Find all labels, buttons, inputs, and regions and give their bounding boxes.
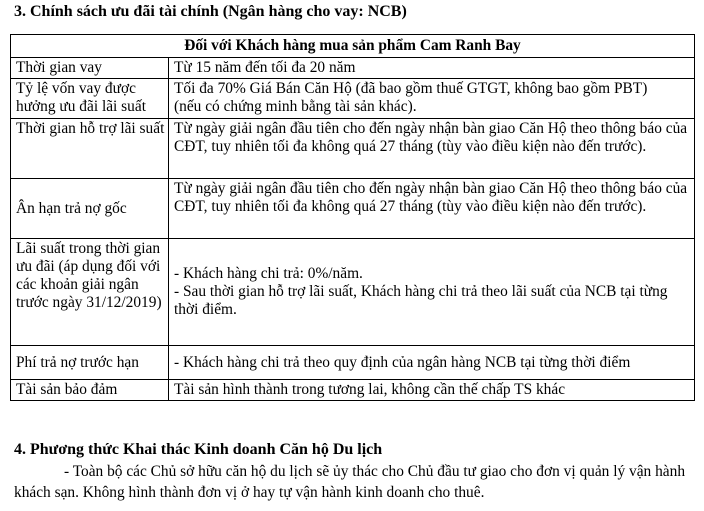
row-value-line: (nếu có chứng minh bằng tài sản khác). bbox=[174, 98, 417, 115]
row-label: Thời gian hỗ trợ lãi suất bbox=[11, 119, 169, 179]
row-value bbox=[169, 119, 695, 179]
row-value-line: Từ ngày giải ngân đầu tiên cho đến ngày nhận bàn giao Căn Hộ theo thông báo của CĐT, tuy nhiên tối đa không quá 27 tháng (tùy vào điều kiện nào đến trước). bbox=[174, 120, 688, 155]
row-value-line: Tài sản hình thành trong tương lai, không cần thế chấp TS khác bbox=[174, 381, 566, 398]
row-value bbox=[169, 346, 695, 380]
table-row bbox=[11, 79, 695, 119]
row-value bbox=[169, 179, 695, 239]
section-4-paragraph: - Toàn bộ các Chủ sở hữu căn hộ du lịch sẽ ủy thác cho Chủ đầu tư giao cho đơn vị quản lý vận hành khách sạn. Không hình thành đơn vị ở hay tự vận hành kinh doanh cho thuê. bbox=[14, 463, 686, 501]
table-header: Đối với Khách hàng mua sản phẩm Cam Ranh Bay bbox=[11, 35, 695, 58]
row-label: Lãi suất trong thời gian ưu đãi (áp dụng đối với các khoản giải ngân trước ngày 31/12/2019) bbox=[11, 239, 169, 346]
table-header-row bbox=[11, 35, 695, 58]
row-value-line: Từ 15 năm đến tối đa 20 năm bbox=[174, 59, 356, 76]
row-value-line: - Sau thời gian hỗ trợ lãi suất, Khách hàng chi trả theo lãi suất của NCB tại từng thời điểm. bbox=[174, 283, 668, 318]
row-value-line: - Khách hàng chi trả theo quy định của ngân hàng NCB tại từng thời điểm bbox=[174, 353, 631, 371]
table-row bbox=[11, 346, 695, 380]
row-value-line: - Khách hàng chi trả: 0%/năm. bbox=[174, 265, 363, 282]
row-value-line: Từ ngày giải ngân đầu tiên cho đến ngày nhận bàn giao Căn Hộ theo thông báo của CĐT, tuy nhiên tối đa không quá 27 tháng (tùy vào điều kiện nào đến trước). bbox=[174, 180, 688, 215]
section-4-heading: 4. Phương thức Khai thác Kinh doanh Căn hộ Du lịch bbox=[14, 441, 383, 458]
row-label: Tài sản bảo đảm bbox=[11, 380, 169, 401]
row-label: Thời gian vay bbox=[11, 58, 169, 79]
row-value bbox=[169, 58, 695, 79]
financial-policy-table bbox=[10, 34, 695, 401]
row-value bbox=[169, 239, 695, 346]
row-value bbox=[169, 79, 695, 119]
table-row bbox=[11, 380, 695, 401]
row-value bbox=[169, 380, 695, 401]
table-row bbox=[11, 58, 695, 79]
table-row bbox=[11, 119, 695, 179]
row-label: Phí trả nợ trước hạn bbox=[11, 346, 169, 380]
table-row bbox=[11, 239, 695, 346]
row-value-line: Tối đa 70% Giá Bán Căn Hộ (đã bao gồm thuế GTGT, không bao gồm PBT) bbox=[174, 80, 648, 97]
table-row bbox=[11, 179, 695, 239]
section-3-heading: 3. Chính sách ưu đãi tài chính (Ngân hàng cho vay: NCB) bbox=[14, 3, 407, 20]
row-label: Tỷ lệ vốn vay được hưởng ưu đãi lãi suất bbox=[11, 79, 169, 119]
row-label: Ân hạn trả nợ gốc bbox=[11, 179, 169, 239]
